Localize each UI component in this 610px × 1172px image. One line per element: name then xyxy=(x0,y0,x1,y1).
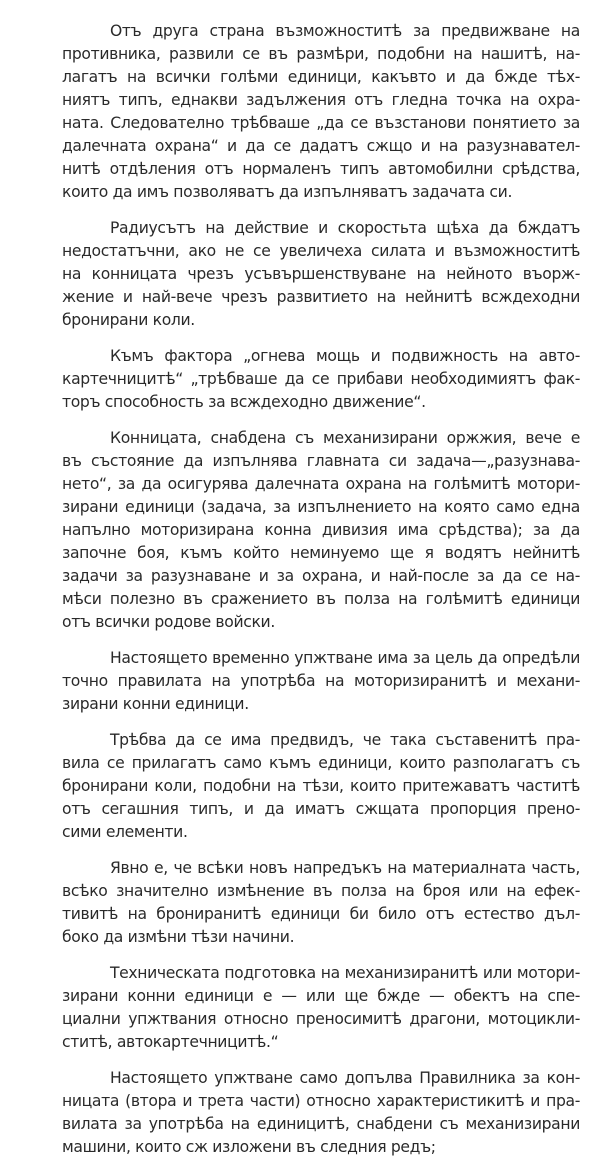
text-line: задачи за разузнаване и за охрана, и най-после за да се на- xyxy=(62,567,580,585)
text-line: Настоящето упжтване само допълва Правилника за кон- xyxy=(110,1069,580,1087)
text-line: нитѣ отдѣления отъ нормаленъ типъ автомобилни срѣдства, xyxy=(62,160,580,178)
paragraph xyxy=(62,20,580,204)
paragraph xyxy=(62,729,580,844)
text-line: Къмъ фактора „огнева мощь и подвижность на авто- xyxy=(110,347,580,365)
paragraph xyxy=(62,345,580,414)
text-line: бронирани коли. xyxy=(62,311,195,329)
text-line: Техническата подготовка на механизиранитѣ или мотори- xyxy=(110,964,580,982)
text-line: отъ сегашния типъ, и да иматъ сжщата пропорция прено- xyxy=(62,800,580,818)
text-line: Отъ друга страна възможноститѣ за предвижване на xyxy=(110,22,580,40)
text-line: Радиусътъ на действие и скоростьта щѣха да бждатъ xyxy=(110,219,580,237)
text-line: ниятъ типъ, еднакви задължения отъ гледна точка на охра- xyxy=(62,91,580,109)
text-line: ната. Следователно трѣбваше „да се възстанови понятието за xyxy=(62,114,580,132)
text-line: вила се прилагатъ само къмъ единици, които разполагатъ съ xyxy=(62,754,580,772)
paragraph xyxy=(62,647,580,716)
text-line: боко да измѣни тѣзи начини. xyxy=(62,928,295,946)
text-line: ститѣ, автокартечницитѣ.“ xyxy=(62,1033,279,1051)
text-line: точно правилата на употрѣба на моторизиранитѣ и механи- xyxy=(62,672,580,690)
document-page xyxy=(62,20,580,1172)
text-line: картечницитѣ“ „трѣбваше да се прибави необходимиятъ фак- xyxy=(62,370,580,388)
text-line: Трѣбва да се има предвидъ, че така съставенитѣ пра- xyxy=(110,731,580,749)
text-line: Явно е, че всѣки новъ напредъкъ на материалната часть, xyxy=(110,859,580,877)
paragraph xyxy=(62,1067,580,1159)
text-line: недостатъчни, ако не се увеличеха силата и възможноститѣ xyxy=(62,242,580,260)
text-line: Настоящето временно упжтване има за цель да опредѣли xyxy=(110,649,580,667)
text-line: противника, развили се въ размѣри, подобни на нашитѣ, на- xyxy=(62,45,580,63)
text-line: циални упжтвания относно преносимитѣ драгони, мотоцикли- xyxy=(62,1010,580,1028)
text-line: вилата за употрѣба на единицитѣ, снабдени съ механизирани xyxy=(62,1115,580,1133)
text-line: всѣко значително измѣнение въ полза на броя или на ефек- xyxy=(62,882,580,900)
text-line: торъ способность за всждеходно движение“. xyxy=(62,393,426,411)
text-line: нето“, за да осигурява далечната охрана на голѣмитѣ мотори- xyxy=(62,475,580,493)
text-line: бронирани коли, подобни на тѣзи, които притежаватъ частитѣ xyxy=(62,777,580,795)
paragraph xyxy=(62,857,580,949)
text-line: напълно моторизирана конна дивизия има срѣдства); за да xyxy=(62,521,580,539)
text-line: на конницата чрезъ усъвършенствуване на нейното въорж- xyxy=(62,265,580,283)
text-line: мѣси полезно въ сражението въ полза на голѣмитѣ единици xyxy=(62,590,580,608)
text-line: въ състояние да изпълнява главната си задача—„разузнава- xyxy=(62,452,580,470)
text-line: зирани конни единици е — или ще бжде — обектъ на спе- xyxy=(62,987,580,1005)
text-line: сими елементи. xyxy=(62,823,188,841)
text-line: лагатъ на всички голѣми единици, какъвто и да бжде тѣх- xyxy=(62,68,580,86)
paragraph xyxy=(62,427,580,634)
text-line: зирани конни единици. xyxy=(62,695,249,713)
text-line: машини, които сж изложени въ следния редъ; xyxy=(62,1138,436,1156)
text-line: започне боя, къмъ който неминуемо ще я водятъ нейнитѣ xyxy=(62,544,580,562)
text-line: далечната охрана“ и да се дадатъ сжщо и на разузнавател- xyxy=(62,137,580,155)
paragraph xyxy=(62,962,580,1054)
text-line: тивитѣ на брониранитѣ единици би било отъ естество дъл- xyxy=(62,905,580,923)
text-line: отъ всички родове войски. xyxy=(62,613,275,631)
text-line: ницата (втора и трета части) относно характеристикитѣ и пра- xyxy=(62,1092,580,1110)
text-line: зирани единици (задача, за изпълнението на която само една xyxy=(62,498,580,516)
text-line: Конницата, снабдена съ механизирани оржжия, вече е xyxy=(110,429,580,447)
paragraph xyxy=(62,217,580,332)
text-line: жение и най-вече чрезъ развитието на нейнитѣ всждеходни xyxy=(62,288,580,306)
text-line: които да имъ позволяватъ да изпълняватъ задачата си. xyxy=(62,183,513,201)
